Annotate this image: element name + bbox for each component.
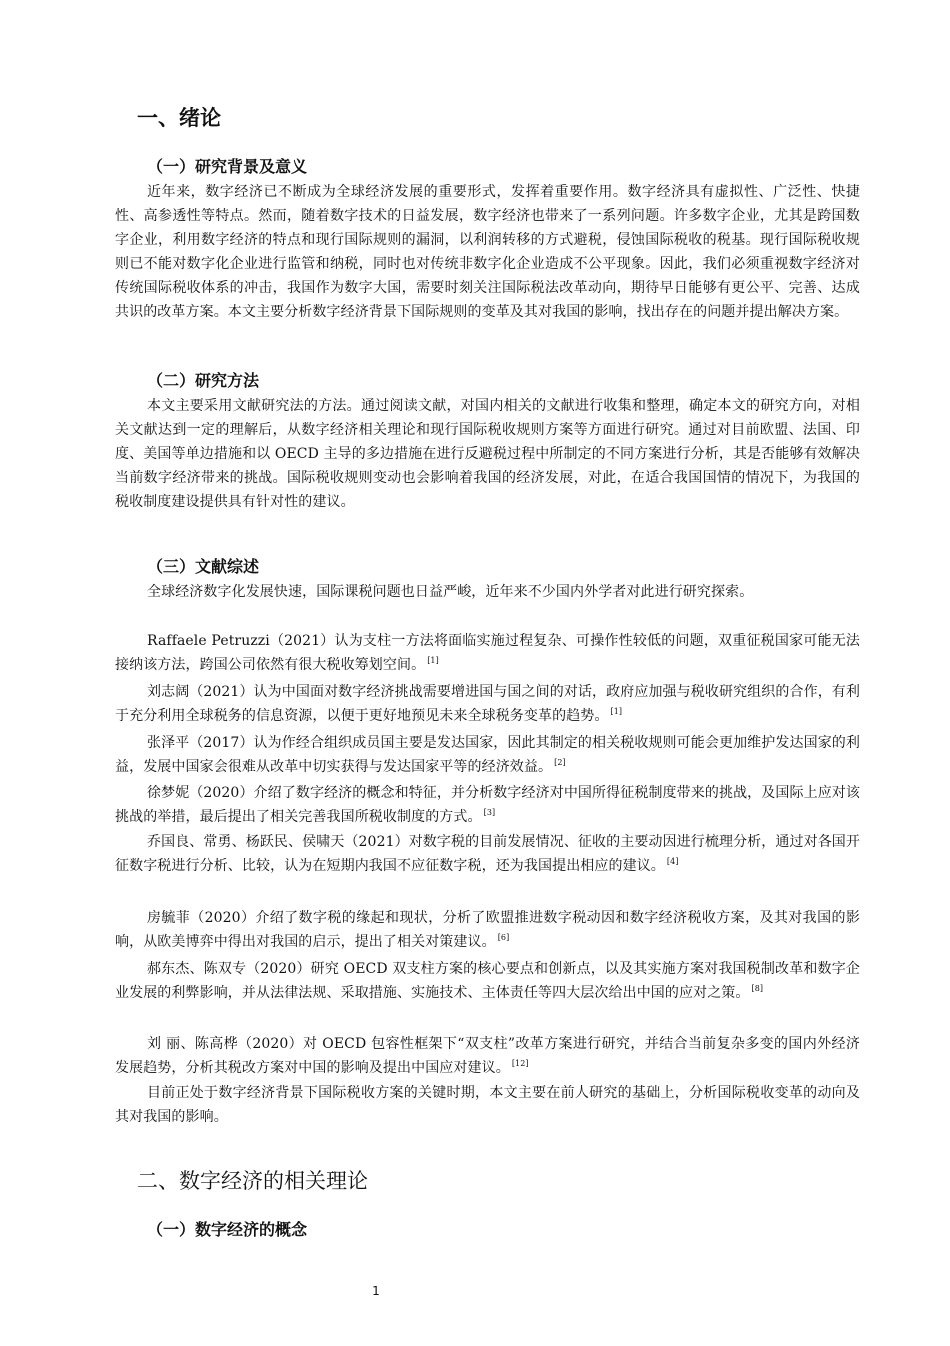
literature-paragraph (115, 1032, 860, 1080)
section-heading-literature: （三）文献综述 (147, 557, 260, 576)
paragraph-text: 目前正处于数字经济背景下国际税收方案的关键时期，本文主要在前人研究的基础上，分析国际税收变革的动向及其对我国的影响。 (115, 1085, 860, 1125)
page-number: 1 (372, 1284, 380, 1298)
citation-ref: [6] (497, 933, 510, 943)
paragraph-text: 刘 丽、陈高桦（2020）对 OECD 包容性框架下“双支柱”改革方案进行研究，并结合当前复杂多变的国内外经济发展趋势，分析其税改方案对中国的影响及提出中国应对建议。 (115, 1036, 860, 1076)
literature-paragraph (115, 957, 860, 1005)
chapter-heading-theory: 二、数字经济的相关理论 (137, 1169, 368, 1193)
paragraph-text: 乔国良、常勇、杨跃民、侯啸天（2021）对数字税的目前发展情况、征收的主要动因进行梳理分析，通过对各国开征数字税进行分析、比较，认为在短期内我国不应征数字税，还为我国提出相应的建议。 (115, 834, 860, 874)
paragraph-text: 房毓菲（2020）介绍了数字税的缘起和现状，分析了欧盟推进数字税动因和数字经济税收方案，及其对我国的影响，从欧美博弈中得出对我国的启示，提出了相关对策建议。 (115, 910, 860, 950)
citation-ref: [1] (610, 707, 623, 717)
paragraph-text: 刘志阔（2021）认为中国面对数字经济挑战需要增进国与国之间的对话，政府应加强与税收研究组织的合作，有利于充分利用全球税务的信息资源，以便于更好地预见未来全球税务变革的趋势。 (115, 684, 860, 724)
literature-paragraph (115, 580, 860, 604)
paragraph-text: 郝东杰、陈双专（2020）研究 OECD 双支柱方案的核心要点和创新点，以及其实施方案对我国税制改革和数字企业发展的利弊影响，并从法律法规、采取措施、实施技术、主体责任等四大层次给出中国的应对之策。 (115, 961, 860, 1001)
section-heading-method: （二）研究方法 (147, 371, 260, 390)
citation-ref: [3] (483, 808, 496, 818)
citation-ref: [12] (511, 1059, 529, 1069)
literature-paragraph (115, 629, 860, 677)
paragraph-background (115, 180, 860, 324)
citation-ref: [8] (751, 984, 764, 994)
literature-paragraph (115, 781, 860, 829)
literature-paragraph (115, 906, 860, 954)
literature-paragraph (115, 731, 860, 779)
section-heading-concept: （一）数字经济的概念 (147, 1220, 308, 1239)
paragraph-method (115, 394, 860, 514)
section-heading-background: （一）研究背景及意义 (147, 157, 308, 176)
citation-ref: [4] (666, 857, 679, 867)
paragraph-text: 张泽平（2017）认为作经合组织成员国主要是发达国家，因此其制定的相关税收规则可能会更加维护发达国家的利益，发展中国家会很难从改革中切实获得与发达国家平等的经济效益。 (115, 735, 860, 775)
literature-paragraph (115, 1081, 860, 1129)
citation-ref: [2] (554, 758, 566, 768)
paragraph-text: 本文主要采用文献研究法的方法。通过阅读文献，对国内相关的文献进行收集和整理，确定本文的研究方向，对相关文献达到一定的理解后，从数字经济相关理论和现行国际税收规则方案等方面进行研究。通过对目前欧盟、法国、印度、美国等单边措施和以 OECD 主导的多边措施在进行反避税过程中所制定的不同方案进行分析，其是否能够有效解决当前数字经济带来的挑战。国际税收规则变动也会影响着我国的经济发展，对此，在适合我国国情的情况下，为我国的税收制度建设提供具有针对性的建议。 (115, 398, 860, 510)
literature-paragraph (115, 680, 860, 728)
chapter-heading-introduction: 一、绪论 (137, 106, 221, 130)
paragraph-text: 全球经济数字化发展快速，国际课税问题也日益严峻，近年来不少国内外学者对此进行研究探索。 (147, 584, 754, 600)
paragraph-text: 近年来，数字经济已不断成为全球经济发展的重要形式，发挥着重要作用。数字经济具有虚拟性、广泛性、快捷性、高参透性等特点。然而，随着数字技术的日益发展，数字经济也带来了一系列问题。许多数字企业，尤其是跨国数字企业，利用数字经济的特点和现行国际规则的漏洞，以利润转移的方式避税，侵蚀国际税收的税基。现行国际税收规则已不能对数字化企业进行监管和纳税，同时也对传统非数字化企业造成不公平现象。因此，我们必须重视数字经济对传统国际税收体系的冲击，我国作为数字大国，需要时刻关注国际税法改革动向，期待早日能够有更公平、完善、达成共识的改革方案。本文主要分析数字经济背景下国际规则的变革及其对我国的影响，找出存在的问题并提出解决方案。 (115, 184, 860, 320)
citation-ref: [1] (427, 656, 439, 666)
paragraph-text: Raffaele Petruzzi（2021）认为支柱一方法将面临实施过程复杂、可操作性较低的问题，双重征税国家可能无法接纳该方法，跨国公司依然有很大税收筹划空间。 (115, 633, 860, 673)
literature-paragraph (115, 830, 860, 878)
paragraph-text: 徐梦妮（2020）介绍了数字经济的概念和特征，并分析数字经济对中国所得征税制度带来的挑战，及国际上应对该挑战的举措，最后提出了相关完善我国所税收制度的方式。 (115, 785, 860, 825)
